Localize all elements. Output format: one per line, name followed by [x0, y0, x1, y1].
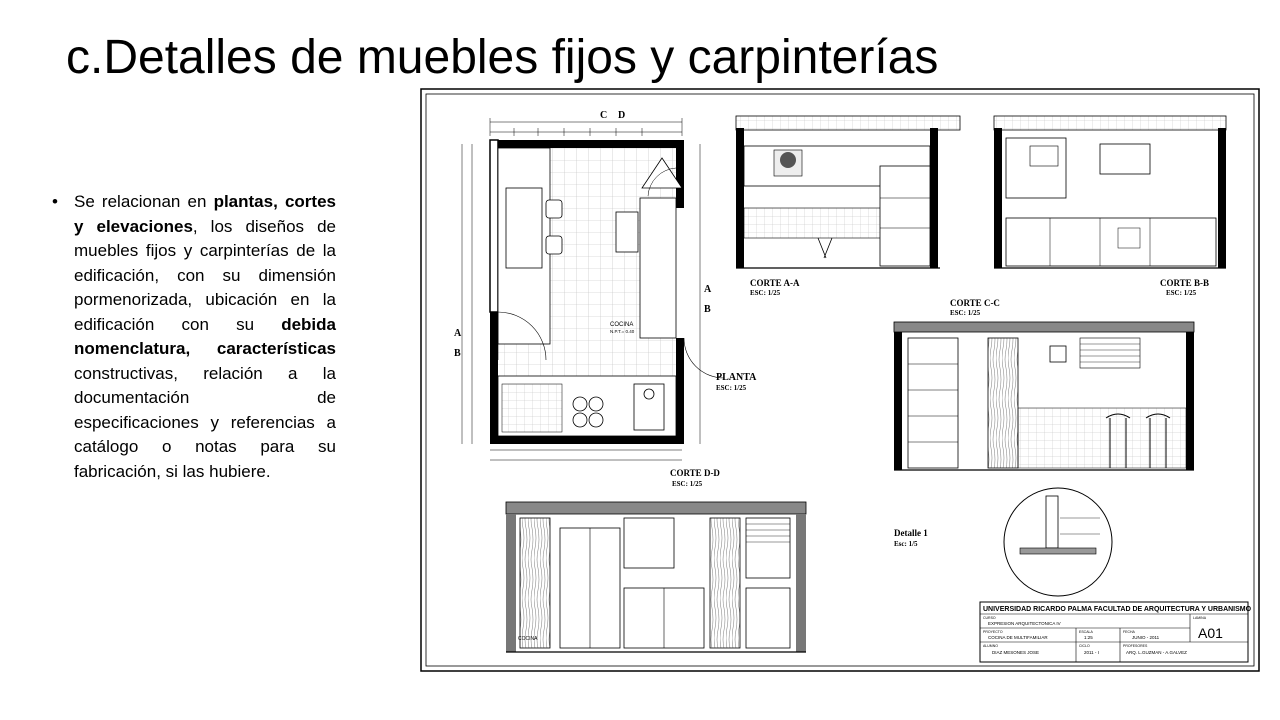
room-level: N.P.T.= 0.40	[610, 329, 635, 334]
corte-dd-room: COCINA	[518, 636, 538, 642]
corte-cc-scale: ESC: 1/25	[950, 309, 981, 317]
corte-dd-scale: ESC: 1/25	[672, 480, 703, 488]
title-block-date: JUNIO - 2011	[1132, 635, 1160, 640]
bullet-dot: •	[52, 192, 58, 211]
section-marker-b-left: B	[454, 348, 461, 359]
corte-bb-label: CORTE B-B	[1160, 278, 1209, 288]
bullet-paragraph	[52, 190, 336, 484]
title-block-teachers: ARQ. L.GUZMAN - A.GALVEZ	[1126, 650, 1187, 655]
title-block-scale-label: ESCALA	[1079, 630, 1093, 634]
title-block-sheet-label: LAMINA	[1193, 616, 1207, 620]
planta-scale: ESC: 1/25	[716, 384, 747, 392]
section-marker-a-right: A	[704, 284, 712, 295]
detalle-scale: Esc: 1/5	[894, 540, 918, 548]
bullet-text: Se relacionan en plantas, cortes y elevaciones, los diseños de muebles fijos y carpinterías de la edificación, con su dimensión pormenorizada, ubicación en la edificación con su debida nomenclatura, características constructivas, relación a la documentación de especificaciones y referencias a catálogo o notas para su fabricación, si las hubiere.	[74, 192, 336, 481]
corte-aa-scale: ESC: 1/25	[750, 289, 781, 297]
title-block-teachers-label: PROFESORES	[1123, 644, 1148, 648]
title-block-course-label: CURSO	[983, 616, 996, 620]
section-marker-c: C	[600, 110, 608, 121]
corte-bb-scale: ESC: 1/25	[1166, 289, 1197, 297]
detalle-label: Detalle 1	[894, 528, 928, 538]
corte-aa-label: CORTE A-A	[750, 278, 800, 288]
title-block-student-label: ALUMNO	[983, 644, 998, 648]
section-marker-d: D	[618, 110, 626, 121]
planta-label: PLANTA	[716, 372, 757, 383]
corte-cc-label: CORTE C-C	[950, 298, 1000, 308]
title-block-cycle: 2011 - I	[1084, 650, 1099, 655]
title-block-date-label: FECHA	[1123, 630, 1135, 634]
title-block	[980, 602, 1252, 662]
title-block-sheet-number: A01	[1198, 625, 1223, 641]
title-block-project-label: PROYECTO	[983, 630, 1003, 634]
section-marker-a-left: A	[454, 328, 462, 339]
room-label: COCINA	[610, 322, 634, 328]
title-block-course: EXPRESION ARQUITECTONICA IV	[988, 621, 1061, 626]
title-block-project: COCINA DE MULTIFAMILIAR	[988, 635, 1048, 640]
title-block-student: DIAZ MESONES JOSE	[992, 650, 1040, 655]
title-block-university: UNIVERSIDAD RICARDO PALMA FACULTAD DE ARQUITECTURA Y URBANISMO	[983, 606, 1252, 613]
title-block-scale: 1:25	[1084, 635, 1093, 640]
slide-title: c.Detalles de muebles fijos y carpinterías	[66, 31, 939, 84]
title-block-cycle-label: CICLO	[1079, 644, 1090, 648]
architectural-drawing	[420, 88, 1260, 672]
section-marker-b-right: B	[704, 304, 711, 315]
corte-dd-label: CORTE D-D	[670, 468, 720, 478]
